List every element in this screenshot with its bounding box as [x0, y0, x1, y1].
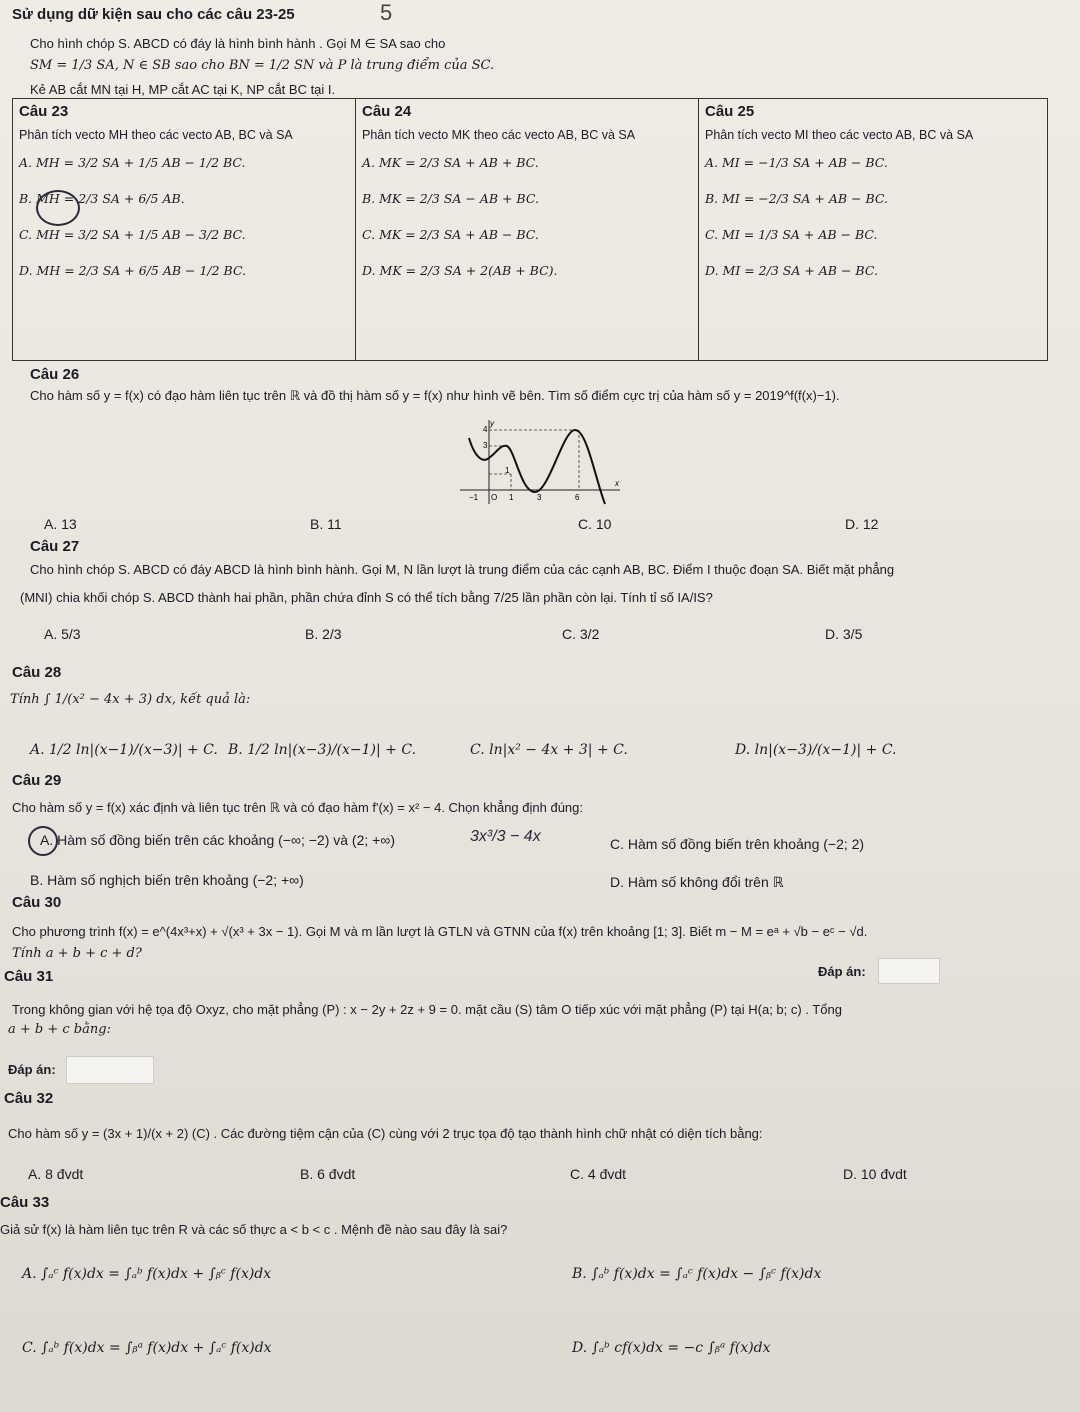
q24-option-b[interactable]: B. MK = 2/3 SA − AB + BC.	[362, 191, 539, 206]
graph-x-label: x	[615, 479, 619, 488]
q33-option-c[interactable]: C. ∫ₐᵇ f(x)dx = ∫ᵦᵃ f(x)dx + ∫ₐᶜ f(x)dx	[22, 1340, 272, 1356]
intro-line-3: Kẻ AB cắt MN tại H, MP cắt AC tại K, NP cắt BC tại I.	[30, 82, 336, 97]
q26-graph	[455, 418, 625, 506]
q28-prompt: Tính ∫ 1/(x² − 4x + 3) dx, kết quả là:	[10, 692, 251, 707]
q23-cell	[13, 99, 356, 361]
q25-prompt: Phân tích vecto MI theo các vecto AB, BC và SA	[705, 128, 974, 142]
q29-prompt: Cho hàm số y = f(x) xác định và liên tục trên ℝ và có đạo hàm f'(x) = x² − 4. Chọn khẳng định đúng:	[12, 800, 583, 815]
q27-option-d[interactable]: D. 3/5	[825, 626, 863, 642]
q26-option-c[interactable]: C. 10	[578, 516, 612, 532]
q26-option-a[interactable]: A. 13	[44, 516, 77, 532]
q25-title: Câu 25	[705, 103, 755, 120]
q23-prompt: Phân tích vecto MH theo các vecto AB, BC và SA	[19, 128, 293, 142]
q28-option-c[interactable]: C. ln|x² − 4x + 3| + C.	[470, 742, 628, 758]
q27-prompt-1: Cho hình chóp S. ABCD có đáy ABCD là hình bình hành. Gọi M, N lần lượt là trung điểm của các cạnh AB, BC. Điểm I thuộc đoạn SA. Biết mặt phẳng	[30, 562, 895, 577]
q26-option-b[interactable]: B. 11	[310, 516, 342, 532]
q31-prompt-2: a + b + c bằng:	[8, 1022, 111, 1037]
q26-option-d[interactable]: D. 12	[845, 516, 879, 532]
q33-option-b[interactable]: B. ∫ₐᵇ f(x)dx = ∫ₐᶜ f(x)dx − ∫ᵦᶜ f(x)dx	[572, 1266, 822, 1282]
q23-option-b[interactable]: B. MH = 2/3 SA + 6/5 AB.	[19, 191, 185, 206]
q25-cell	[699, 99, 1048, 361]
q29-option-a[interactable]: A. Hàm số đồng biến trên các khoảng (−∞; −2) và (2; +∞)	[40, 832, 395, 848]
q30-answer-box[interactable]	[878, 958, 940, 984]
q23-option-c[interactable]: C. MH = 3/2 SA + 1/5 AB − 3/2 BC.	[19, 227, 246, 242]
q31-answer-label: Đáp án:	[8, 1062, 56, 1077]
graph-xtick-3: 6	[575, 493, 580, 502]
q32-prompt: Cho hàm số y = (3x + 1)/(x + 2) (C) . Các đường tiệm cận của (C) cùng với 2 trục tọa độ tạo thành hình chữ nhật có diện tích bằng:	[8, 1126, 763, 1141]
q30-prompt: Cho phương trình f(x) = e^(4x³+x) + √(x³ + 3x − 1). Gọi M và m lần lượt là GTLN và GTNN của f(x) trên khoảng [1; 3]. Biết m − M = eᵃ + √b − eᶜ − √d.	[12, 924, 868, 939]
q25-option-a[interactable]: A. MI = −1/3 SA + AB − BC.	[705, 155, 888, 170]
q29-option-b[interactable]: B. Hàm số nghịch biến trên khoảng (−2; +∞)	[30, 872, 304, 888]
q32-option-c[interactable]: C. 4 đvdt	[570, 1166, 627, 1182]
q24-title: Câu 24	[362, 103, 412, 120]
q23-option-d[interactable]: D. MH = 2/3 SA + 6/5 AB − 1/2 BC.	[19, 263, 247, 278]
q33-option-d[interactable]: D. ∫ₐᵇ cf(x)dx = −c ∫ᵦᵃ f(x)dx	[572, 1340, 771, 1356]
q27-option-a[interactable]: A. 5/3	[44, 626, 81, 642]
q32-option-a[interactable]: A. 8 đvdt	[28, 1166, 84, 1182]
q30-answer-label: Đáp án:	[818, 964, 866, 979]
q23-title: Câu 23	[19, 103, 69, 120]
q32-option-b[interactable]: B. 6 đvdt	[300, 1166, 356, 1182]
q26-title: Câu 26	[30, 366, 80, 383]
q30-title: Câu 30	[12, 894, 62, 911]
handwritten-mark-top: 5	[380, 0, 393, 25]
q24-option-a[interactable]: A. MK = 2/3 SA + AB + BC.	[362, 155, 539, 170]
q29-option-c[interactable]: C. Hàm số đồng biến trên khoảng (−2; 2)	[610, 836, 865, 852]
q24-prompt: Phân tích vecto MK theo các vecto AB, BC và SA	[362, 128, 636, 142]
questions-23-25-table	[12, 98, 1048, 361]
q25-option-d[interactable]: D. MI = 2/3 SA + AB − BC.	[705, 263, 878, 278]
q25-option-c[interactable]: C. MI = 1/3 SA + AB − BC.	[705, 227, 878, 242]
q27-prompt-2: (MNI) chia khối chóp S. ABCD thành hai phần, phần chứa đỉnh S có thể tích bằng 7/25 lần phần còn lại. Tính tỉ số IA/IS?	[20, 590, 713, 605]
q26-prompt: Cho hàm số y = f(x) có đạo hàm liên tục trên ℝ và đồ thị hàm số y = f(x) như hình vẽ bên. Tìm số điểm cực trị của hàm số y = 2019^f(f(x)−1).	[30, 388, 840, 403]
q27-option-c[interactable]: C. 3/2	[562, 626, 600, 642]
intro-line-2: SM = 1/3 SA, N ∈ SB sao cho BN = 1/2 SN và P là trung điểm của SC.	[30, 58, 495, 73]
intro-title: Sử dụng dữ kiện sau cho các câu 23-25	[12, 6, 295, 23]
q31-prompt: Trong không gian với hệ tọa độ Oxyz, cho mặt phẳng (P) : x − 2y + 2z + 9 = 0. mặt cầu (S) tâm O tiếp xúc với mặt phẳng (P) tại H(a; b; c) . Tổng	[12, 1002, 842, 1017]
q33-prompt: Giả sử f(x) là hàm liên tục trên R và các số thực a < b < c . Mệnh đề nào sau đây là sai?	[0, 1222, 508, 1237]
q24-option-d[interactable]: D. MK = 2/3 SA + 2(AB + BC).	[362, 263, 558, 278]
q24-cell	[356, 99, 699, 361]
graph-xtick-1: 1	[509, 493, 514, 502]
q27-title: Câu 27	[30, 538, 80, 555]
graph-origin: O	[491, 493, 498, 502]
graph-xtick-2: 3	[537, 493, 542, 502]
graph-ytick-1: 3	[483, 441, 488, 450]
q33-option-a[interactable]: A. ∫ₐᶜ f(x)dx = ∫ₐᵇ f(x)dx + ∫ᵦᶜ f(x)dx	[22, 1266, 272, 1282]
handwritten-circle-q29-a	[28, 826, 58, 856]
graph-y-label: y	[490, 419, 494, 428]
q24-option-c[interactable]: C. MK = 2/3 SA + AB − BC.	[362, 227, 539, 242]
handwritten-circle-q23-b	[36, 190, 80, 226]
q28-option-b[interactable]: B. 1/2 ln|(x−3)/(x−1)| + C.	[228, 742, 417, 758]
q28-title: Câu 28	[12, 664, 62, 681]
q29-title: Câu 29	[12, 772, 62, 789]
q25-option-b[interactable]: B. MI = −2/3 SA + AB − BC.	[705, 191, 889, 206]
q23-option-a[interactable]: A. MH = 3/2 SA + 1/5 AB − 1/2 BC.	[19, 155, 246, 170]
q29-option-d[interactable]: D. Hàm số không đổi trên ℝ	[610, 874, 784, 890]
q28-option-a[interactable]: A. 1/2 ln|(x−1)/(x−3)| + C.	[30, 742, 218, 758]
q33-title: Câu 33	[0, 1194, 50, 1211]
graph-ytick-2: 1	[505, 466, 510, 475]
graph-ytick-0: 4	[483, 425, 488, 434]
q31-title: Câu 31	[4, 968, 54, 985]
q27-option-b[interactable]: B. 2/3	[305, 626, 342, 642]
q32-title: Câu 32	[4, 1090, 54, 1107]
graph-xtick-0: −1	[469, 493, 479, 502]
q30-prompt-2: Tính a + b + c + d?	[12, 946, 142, 961]
q32-option-d[interactable]: D. 10 đvdt	[843, 1166, 907, 1182]
intro-line-1: Cho hình chóp S. ABCD có đáy là hình bình hành . Gọi M ∈ SA sao cho	[30, 36, 446, 51]
q28-option-d[interactable]: D. ln|(x−3)/(x−1)| + C.	[735, 742, 897, 758]
q31-answer-box[interactable]	[66, 1056, 154, 1084]
handwritten-note-q29: 3x³/3 − 4x	[470, 828, 541, 845]
